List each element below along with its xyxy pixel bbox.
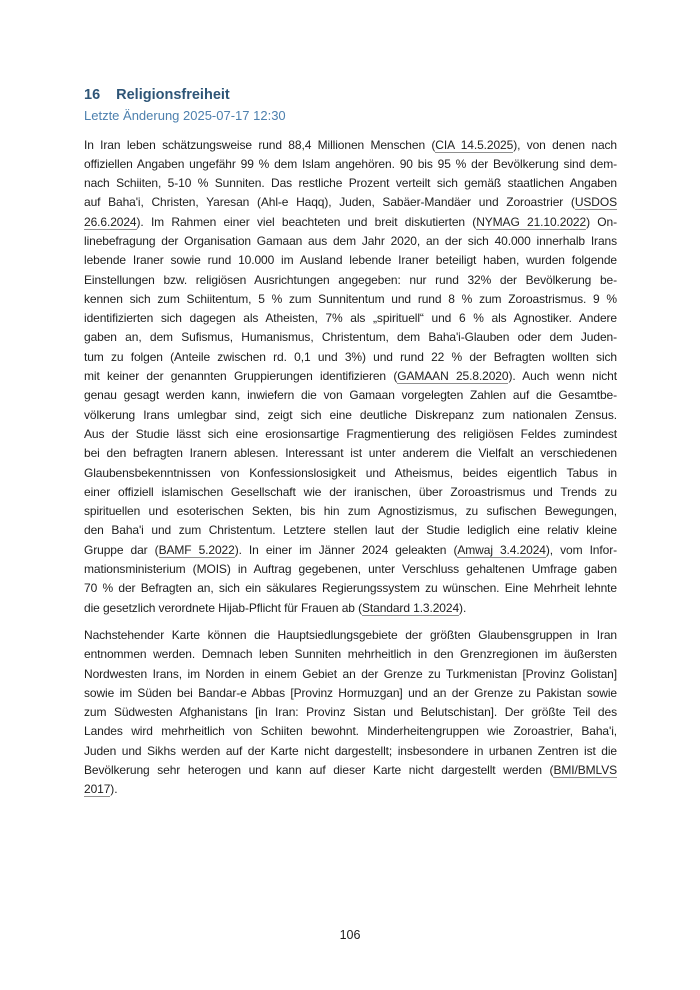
text-line [84,780,617,799]
paragraph [84,626,617,800]
citation-link[interactable]: GAMAAN 25.8.2020 [397,369,509,384]
paragraph [84,136,617,618]
text-line [84,560,617,579]
text-run: auf Baha'i, Christen, Yaresan (Ahl-e Haqq), Juden, Sabäer-Mandäer und Zoroastrier ( [84,195,575,210]
text-run: Aus der Studie lässt sich eine erosionsartige Fragmentierung des religiösen Feldes zumindest [84,426,617,441]
text-line [84,444,617,463]
text-line [84,722,617,741]
citation-link[interactable]: 2017 [84,782,111,797]
text-run: völkerung Irans umlegbar sind, zeigt sich eine deutliche Diskrepanz zum nationalen Zensus. [84,407,617,422]
text-run: ) On- [586,214,617,229]
page-number: 106 [339,928,361,942]
text-run: bei den befragten Iranern ablesen. Interessant ist unter anderem die Vielfalt an verschiedenen [84,446,617,461]
text-line [84,251,617,270]
last-modified-date: Letzte Änderung 2025-07-17 12:30 [84,108,286,123]
body-text [84,136,617,800]
text-run: entnommen werden. Demnach leben Sunniten mehrheitlich in den Grenzregionen im äußersten [84,647,617,662]
text-run: Nordwesten Irans, im Norden in einem Gebiet an der Grenze zu Turkmenistan [Provinz Golistan] [84,666,617,681]
text-run: Einstellungen bzw. religiösen Ausrichtungen angegeben: nur rund 32% der Bevölkerung be- [84,272,617,287]
text-line [84,213,617,232]
text-line [84,684,617,703]
text-line [84,174,617,193]
text-run: den Baha'i und zum Christentum. Letztere stellen laut der Studie lediglich eine relativ kleine [84,523,617,538]
text-run: ), vom Infor- [545,542,617,557]
text-line [84,541,617,560]
text-run: gaben an, dem Sufismus, Humanismus, Christentum, dem Baha'i-Glauben oder dem Juden- [84,330,617,345]
text-run: mit keiner der genannten Gruppierungen identifizieren ( [84,369,398,384]
text-run: nach Schiiten, 5-10 % Sunniten. Das restliche Prozent verteilt sich gemäß staatlichen Angaben [84,176,617,191]
text-line [84,502,617,521]
citation-link[interactable]: BAMF 5.2022 [158,542,235,557]
text-line [84,626,617,645]
text-line [84,367,617,386]
text-run: kennen sich zum Schiitentum, 5 % zum Sunnitentum und rund 8 % zum Zoroastrismus. 9 % [84,291,617,306]
text-run: die gesetzlich verordnete Hijab-Pflicht für Frauen ab ( [84,600,362,615]
text-line [84,271,617,290]
text-run: Gruppe dar ( [84,542,159,557]
text-run: ). In einer im Jänner 2024 geleakten ( [234,542,458,557]
text-line [84,579,617,598]
text-run: identifizierten sich dagegen als Atheisten, 7% als „spirituell“ und 6 % als Agnostiker. Andere [84,311,617,326]
text-line [84,136,617,155]
text-line [84,232,617,251]
text-run: lebende Iraner sowie rund 10.000 im Ausland lebende Iraner beteiligt haben, wurden folgende [84,253,617,268]
citation-link[interactable]: NYMAG 21.10.2022 [476,214,587,229]
text-run: Juden und Sikhs werden auf der Karte nicht dargestellt; insbesondere in urbanen Zentren ist die [84,743,617,758]
citation-link[interactable]: USDOS [574,195,617,210]
text-line [84,290,617,309]
text-run: Nachstehender Karte können die Hauptsiedlungsgebiete der größten Glaubensgruppen in Iran [84,627,617,642]
text-run: Glaubensbekenntnissen von Konfessionslosigkeit und Atheismus, beides eigentlich Tabus in [84,465,617,480]
text-line [84,464,617,483]
text-line [84,425,617,444]
text-run: ). [459,600,467,615]
text-run: spirituellen und esoterischen Sekten, bis hin zum Agnostizismus, zu sufischen Bewegungen, [84,504,617,519]
text-line [84,645,617,664]
text-run: Landes wird mehrheitlich von Schiiten bewohnt. Minderheitengruppen wie Zoroastrier, Baha'i, [84,724,617,739]
text-run: ). Im Rahmen einer viel beachteten und breit diskutierten ( [136,214,477,229]
text-run: In Iran leben schätzungsweise rund 88,4 Millionen Menschen ( [84,137,436,152]
text-run: tum zu folgen (Anteile zwischen rd. 0,1 und 3%) und rund 22 % der Befragten wollten sich [84,349,617,364]
text-run: ), von denen nach [513,137,617,152]
text-line [84,193,617,212]
section-number: 16 [84,87,101,103]
text-line [84,761,617,780]
text-run: offiziellen Angaben ungefähr 99 % dem Islam angehören. 90 bis 95 % der Bevölkerung sind dem- [84,156,617,171]
text-line [84,348,617,367]
text-run: zum Südwesten Afghanistans [in Iran: Provinz Sistan und Belutschistan]. Der größte Teil des [84,705,617,720]
text-line [84,155,617,174]
text-line [84,386,617,405]
text-run: sowie im Süden bei Bandar-e Abbas [Provinz Hormuzgan] und an der Grenze zu Pakistan sowie [84,685,617,700]
text-line [84,483,617,502]
citation-link[interactable]: CIA 14.5.2025 [435,137,514,152]
text-line [84,328,617,347]
text-line [84,406,617,425]
page-content [84,87,617,800]
citation-link[interactable]: 26.6.2024 [84,214,137,229]
text-run: ). [110,782,118,797]
text-run: linebefragung der Organisation Gamaan aus dem Jahr 2020, an der sich 40.000 innerhalb Irans [84,233,617,248]
text-line [84,665,617,684]
text-line [84,599,617,618]
text-run: Bevölkerung sehr heterogen und kann auf dieser Karte nicht dargestellt werden ( [84,763,554,777]
text-run: genau gesagt werden kann, inwiefern die von Gamaan vorgelegten Zahlen auf die Gesamtbe- [84,388,617,403]
citation-link[interactable]: BMI/BMLVS [553,763,617,777]
text-run: einer offiziell islamischen Gesellschaft wie der iranischen, über Zoroastrismus und Trends zu [84,484,617,499]
text-run: ). Auch wenn nicht [508,369,617,384]
text-line [84,742,617,761]
section-title: Religionsfreiheit [116,87,230,103]
text-run: 70 % der Befragten an, sich ein säkulares Regierungssystem zu wünschen. Eine Mehrheit lehnte [84,581,617,596]
citation-link[interactable]: Standard 1.3.2024 [361,600,460,615]
citation-link[interactable]: Amwaj 3.4.2024 [457,542,546,557]
text-line [84,309,617,328]
text-line [84,703,617,722]
text-line [84,521,617,540]
section-heading [84,87,617,104]
text-run: mationsministerium (MOIS) in Auftrag gegebenen, unter Verschluss gehaltenen Umfrage gaben [84,562,617,577]
